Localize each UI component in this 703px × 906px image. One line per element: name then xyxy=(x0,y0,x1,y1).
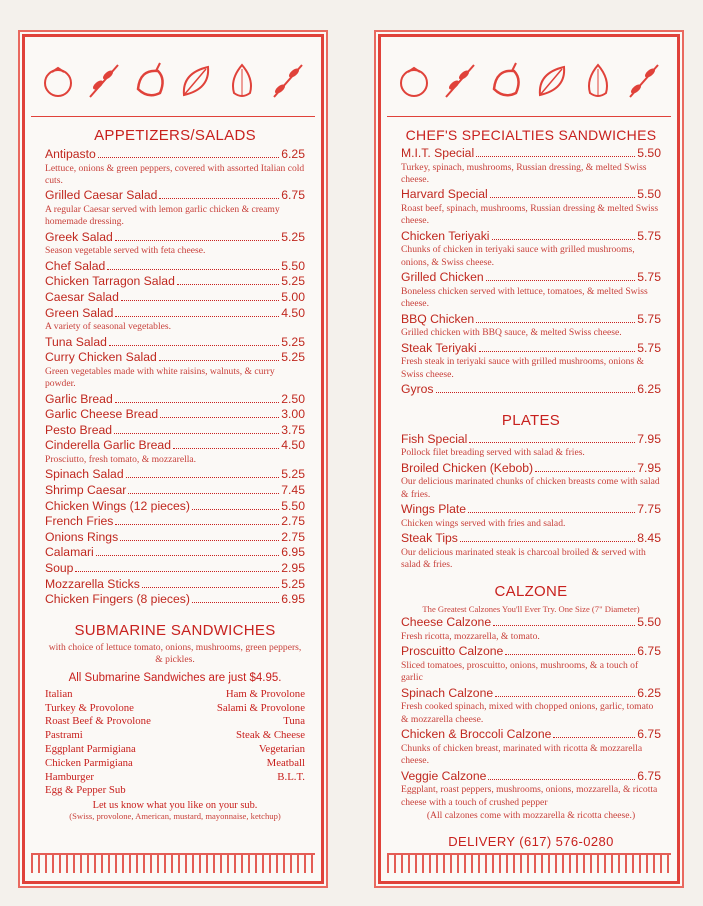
menu-item-name: Cinderella Garlic Bread xyxy=(45,438,171,453)
menu-item xyxy=(401,615,661,631)
menu-item-price: 5.25 xyxy=(281,576,305,591)
menu-item-description: Eggplant, roast peppers, mushrooms, onions, mozzarella, & ricotta cheese with a touch of crushed pepper xyxy=(401,784,658,808)
menu-item-description: Roast beef, spinach, mushrooms, Russian dressing & melted Swiss cheese. xyxy=(401,203,659,227)
menu-item-price: 5.25 xyxy=(281,467,305,482)
menu-item-price: 7.95 xyxy=(637,431,661,446)
dot-leader xyxy=(476,156,635,157)
dot-leader xyxy=(115,402,280,403)
menu-item xyxy=(45,230,305,246)
dot-leader xyxy=(120,540,279,541)
menu-item xyxy=(45,530,305,546)
menu-item-name: Broiled Chicken (Kebob) xyxy=(401,460,534,475)
menu-item xyxy=(45,306,305,322)
menu-item xyxy=(45,561,305,577)
menu-item-name: Proscuitto Calzone xyxy=(401,644,504,659)
menu-item-price: 4.50 xyxy=(281,438,305,453)
menu-item-description: Fresh steak in teriyaki sauce with grilled mushrooms, onions & Swiss cheese. xyxy=(401,356,645,380)
menu-item-price: 6.75 xyxy=(637,644,661,659)
calzone-footer: (All calzones come with mozzarella & ricotta cheese.) xyxy=(426,810,636,822)
menu-item-description: Sliced tomatoes, proscuitto, onions, mushrooms, & a touch of garlic xyxy=(401,660,639,684)
menu-item xyxy=(45,274,305,290)
dot-leader xyxy=(115,240,280,241)
menu-item-description: Season vegetable served with feta cheese. xyxy=(45,245,206,257)
menu-item-price: 5.75 xyxy=(637,228,661,243)
menu-item xyxy=(401,686,661,702)
menu-item-name: Onions Rings xyxy=(45,529,119,544)
dot-leader xyxy=(126,477,280,478)
submarine-item: Hamburger xyxy=(45,770,94,783)
menu-item xyxy=(401,644,661,660)
menu-item-name: Shrimp Caesar xyxy=(45,482,127,497)
menu-item-description: A regular Caesar served with lemon garlic chicken & creamy homemade dressing. xyxy=(45,204,280,228)
submarine-condiments: (Swiss, provolone, American, mustard, mayonnaise, ketchup) xyxy=(69,811,281,822)
plates-title: PLATES xyxy=(501,411,561,429)
menu-item-name: Chicken Teriyaki xyxy=(401,228,490,243)
menu-item-name: Spinach Salad xyxy=(45,467,124,482)
menu-item-name: Spinach Calzone xyxy=(401,685,494,700)
menu-item-name: Calamari xyxy=(45,545,94,560)
menu-item xyxy=(401,146,661,162)
menu-item-name: French Fries xyxy=(45,514,114,529)
menu-item xyxy=(45,188,305,204)
pepper-icon xyxy=(130,59,170,103)
menu-item xyxy=(401,432,661,448)
menu-item-price: 5.50 xyxy=(637,615,661,630)
menu-item-name: Green Salad xyxy=(45,305,114,320)
dot-leader xyxy=(192,602,279,603)
dot-leader xyxy=(460,541,635,542)
herb-icon xyxy=(624,59,664,103)
menu-item-name: Tuna Salad xyxy=(45,334,107,349)
submarine-item xyxy=(175,784,305,798)
menu-item-description: Chunks of chicken in teriyaki sauce with grilled mushrooms, onions, & Swiss cheese. xyxy=(401,244,635,268)
menu-item-price: 6.95 xyxy=(281,592,305,607)
submarine-item: Egg & Pepper Sub xyxy=(45,784,126,797)
menu-item xyxy=(401,531,661,547)
menu-item-name: Garlic Cheese Bread xyxy=(45,407,159,422)
menu-item-price: 5.00 xyxy=(281,290,305,304)
menu-item-price: 3.00 xyxy=(281,407,305,422)
menu-item-name: Wings Plate xyxy=(401,502,467,517)
menu-item-name: Fish Special xyxy=(401,431,468,446)
menu-item-price: 2.50 xyxy=(281,391,305,406)
dot-leader xyxy=(469,442,635,443)
menu-item-name: Chef Salad xyxy=(45,258,106,273)
submarine-note: with choice of lettuce tomato, onions, mushrooms, green peppers, & pickles. xyxy=(48,641,302,665)
submarine-item: Vegetarian xyxy=(258,742,305,755)
dot-leader xyxy=(159,360,280,361)
menu-item xyxy=(45,545,305,561)
menu-item-description: Boneless chicken served with lettuce, tomatoes, & melted Swiss cheese. xyxy=(401,285,648,310)
dot-leader xyxy=(96,555,280,556)
garlic-icon xyxy=(222,59,262,103)
menu-item xyxy=(401,502,661,518)
menu-item-price: 7.95 xyxy=(637,460,661,475)
decorative-bottom-band xyxy=(31,853,315,873)
menu-item xyxy=(45,467,305,483)
dot-leader xyxy=(75,571,279,572)
menu-item xyxy=(45,259,305,275)
menu-item-description: Fresh cooked spinach, mixed with chopped onions, garlic, tomato & mozzarella cheese. xyxy=(401,701,654,725)
dot-leader xyxy=(177,284,279,285)
dot-leader xyxy=(115,316,279,317)
menu-item-name: Curry Chicken Salad xyxy=(45,350,157,365)
dot-leader xyxy=(160,417,279,418)
decorative-vegetable-band xyxy=(31,45,315,117)
menu-item xyxy=(45,577,305,593)
menu-item xyxy=(401,461,661,477)
decorative-vegetable-band xyxy=(387,45,671,117)
menu-item xyxy=(45,499,305,515)
menu-item-description: Lettuce, onions & green peppers, covered with assorted Italian cold cuts. xyxy=(45,162,305,186)
menu-item-name: Pesto Bread xyxy=(45,422,113,437)
menu-item-description: Chunks of chicken breast, marinated with ricotta & mozzarella cheese. xyxy=(401,742,643,767)
menu-item-price: 5.50 xyxy=(281,498,305,513)
menu-item-name: Grilled Caesar Salad xyxy=(45,188,158,203)
tomato-icon xyxy=(38,59,78,103)
menu-item xyxy=(45,407,305,423)
submarine-item: Ham & Provolone xyxy=(225,687,305,700)
menu-item-name: Harvard Special xyxy=(401,187,488,202)
menu-item-name: BBQ Chicken xyxy=(401,311,475,326)
menu-item-price: 2.75 xyxy=(281,514,305,529)
plates-list xyxy=(401,432,661,572)
menu-item-price: 5.50 xyxy=(637,146,661,160)
menu-item-price: 5.75 xyxy=(637,311,661,326)
submarine-item: B.L.T. xyxy=(277,770,305,783)
dot-leader xyxy=(495,696,635,697)
menu-item xyxy=(401,187,661,203)
submarine-item: Turkey & Provolone xyxy=(45,701,134,714)
menu-item-price: 2.95 xyxy=(281,560,305,575)
submarine-item: Chicken Parmigiana xyxy=(45,756,133,769)
dot-leader xyxy=(553,737,635,738)
submarine-item: Pastrami xyxy=(45,729,83,742)
menu-item-name: Mozzarella Sticks xyxy=(45,576,140,591)
menu-item-name: Chicken & Broccoli Calzone xyxy=(401,727,552,742)
chef-specialties-list xyxy=(401,146,661,398)
submarine-title: SUBMARINE SANDWICHES xyxy=(74,621,276,639)
dot-leader xyxy=(109,345,279,346)
garlic-icon xyxy=(578,59,618,103)
menu-item-description: Prosciutto, fresh tomato, & mozzarella. xyxy=(45,453,197,465)
right-menu-panel xyxy=(378,34,680,884)
menu-item-name: Garlic Bread xyxy=(45,391,113,406)
dot-leader xyxy=(192,509,279,510)
left-menu-panel xyxy=(22,34,324,884)
menu-item-name: Antipasto xyxy=(45,147,96,161)
pepper-icon xyxy=(486,59,526,103)
menu-item-price: 6.25 xyxy=(281,147,305,161)
menu-item-price: 5.25 xyxy=(281,350,305,365)
submarine-item: Steak & Cheese xyxy=(236,729,305,742)
appetizers-list xyxy=(45,147,305,608)
menu-item-description: Chicken wings served with fries and salad. xyxy=(401,517,566,529)
dot-leader xyxy=(107,269,279,270)
menu-item xyxy=(401,769,661,785)
menu-item-price: 6.25 xyxy=(637,685,661,700)
menu-item-name: Soup xyxy=(45,560,74,575)
menu-item-price: 4.50 xyxy=(281,305,305,320)
dot-leader xyxy=(159,198,279,199)
menu-item-name: Chicken Wings (12 pieces) xyxy=(45,498,190,513)
menu-item-description: Our delicious marinated steak is charcoal broiled & served with salad & fries. xyxy=(401,546,646,571)
menu-item xyxy=(45,514,305,530)
submarine-item: Italian xyxy=(45,687,73,700)
dot-leader xyxy=(142,587,279,588)
submarine-item: Meatball xyxy=(266,756,305,769)
dot-leader xyxy=(486,280,636,281)
menu-item xyxy=(401,727,661,743)
herb-icon xyxy=(84,59,124,103)
dot-leader xyxy=(468,512,635,513)
menu-item-name: Caesar Salad xyxy=(45,290,119,304)
menu-item-name: Steak Teriyaki xyxy=(401,340,477,355)
menu-item-price: 5.50 xyxy=(637,187,661,202)
menu-item-price: 5.75 xyxy=(637,340,661,355)
chef-specialties-title: CHEF'S SPECIALTIES SANDWICHES xyxy=(405,127,657,143)
dot-leader xyxy=(173,448,279,449)
menu-item-description: Turkey, spinach, mushrooms, Russian dressing, & melted Swiss cheese. xyxy=(401,161,647,185)
appetizers-title: APPETIZERS/SALADS xyxy=(94,127,256,144)
menu-item-price: 5.50 xyxy=(281,258,305,273)
calzone-title: CALZONE xyxy=(494,583,568,601)
calzone-note: The Greatest Calzones You'll Ever Try. One Size (7" Diameter) xyxy=(422,604,640,615)
herb-icon xyxy=(440,59,480,103)
menu-item-description: Green vegetables made with white raisins, walnuts, & curry powder. xyxy=(45,365,275,390)
menu-item-name: Veggie Calzone xyxy=(401,768,487,783)
menu-item-description: A variety of seasonal vegetables. xyxy=(45,321,172,333)
dot-leader xyxy=(98,157,279,158)
menu-item-name: Grilled Chicken xyxy=(401,270,484,285)
menu-item xyxy=(45,438,305,454)
menu-item xyxy=(45,592,305,608)
dot-leader xyxy=(488,779,635,780)
menu-item-price: 6.25 xyxy=(637,382,661,397)
decorative-bottom-band xyxy=(387,853,671,873)
submarine-footer: Let us know what you like on your sub. xyxy=(92,800,258,812)
menu-item-name: M.I.T. Special xyxy=(401,146,475,160)
menu-item-price: 5.25 xyxy=(281,274,305,289)
dot-leader xyxy=(476,322,635,323)
menu-item xyxy=(401,312,661,328)
submarine-item: Roast Beef & Provolone xyxy=(45,715,151,728)
dot-leader xyxy=(128,493,279,494)
menu-item-price: 2.75 xyxy=(281,529,305,544)
menu-item-price: 5.25 xyxy=(281,229,305,244)
menu-item-name: Chicken Tarragon Salad xyxy=(45,274,175,289)
herb-icon xyxy=(268,59,308,103)
dot-leader xyxy=(121,300,279,301)
tomato-icon xyxy=(394,59,434,103)
menu-item-price: 6.75 xyxy=(637,768,661,783)
menu-item xyxy=(401,382,661,398)
dot-leader xyxy=(490,197,636,198)
dot-leader xyxy=(493,625,635,626)
leaf-icon xyxy=(176,59,216,103)
menu-item-price: 3.75 xyxy=(281,422,305,437)
submarine-item: Salami & Provolone xyxy=(216,701,305,714)
dot-leader xyxy=(479,351,636,352)
menu-item xyxy=(45,147,305,163)
menu-item xyxy=(401,341,661,357)
calzone-list xyxy=(401,615,661,809)
menu-item-name: Cheese Calzone xyxy=(401,615,492,630)
dot-leader xyxy=(115,524,279,525)
menu-item xyxy=(45,483,305,499)
menu-item xyxy=(45,350,305,366)
dot-leader xyxy=(535,471,635,472)
submarine-price-line: All Submarine Sandwiches are just $4.95. xyxy=(68,671,282,684)
menu-item-description: Fresh ricotta, mozzarella, & tomato. xyxy=(401,631,540,643)
dot-leader xyxy=(492,239,636,240)
menu-item xyxy=(401,270,661,286)
submarine-item: Tuna xyxy=(283,715,305,728)
dot-leader xyxy=(505,654,635,655)
menu-item-price: 5.25 xyxy=(281,334,305,349)
menu-item xyxy=(45,335,305,351)
menu-item xyxy=(45,392,305,408)
dot-leader xyxy=(114,433,279,434)
menu-item-price: 6.95 xyxy=(281,545,305,560)
submarine-item: Eggplant Parmigiana xyxy=(45,742,136,755)
menu-item xyxy=(45,423,305,439)
menu-item xyxy=(401,229,661,245)
menu-item-name: Gyros xyxy=(401,382,434,397)
delivery-phone: DELIVERY (617) 576-0280 xyxy=(448,834,614,850)
menu-item-description: Grilled chicken with BBQ sauce, & melted Swiss cheese. xyxy=(401,327,622,339)
menu-item-description: Our delicious marinated chunks of chicken breasts come with salad & fries. xyxy=(401,476,660,500)
menu-item-price: 5.75 xyxy=(637,270,661,285)
menu-item-price: 7.45 xyxy=(281,482,305,497)
menu-item-price: 6.75 xyxy=(281,188,305,203)
menu-item-price: 7.75 xyxy=(637,502,661,517)
menu-item-price: 8.45 xyxy=(637,531,661,546)
menu-item-name: Greek Salad xyxy=(45,229,113,244)
dot-leader xyxy=(436,392,636,393)
menu-item-name: Chicken Fingers (8 pieces) xyxy=(45,592,190,607)
menu-item-price: 6.75 xyxy=(637,727,661,742)
menu-item-description: Pollock filet breading served with salad & fries. xyxy=(401,447,585,459)
menu-item-name: Steak Tips xyxy=(401,531,458,546)
submarine-list xyxy=(45,688,305,798)
menu-item xyxy=(45,290,305,306)
leaf-icon xyxy=(532,59,572,103)
